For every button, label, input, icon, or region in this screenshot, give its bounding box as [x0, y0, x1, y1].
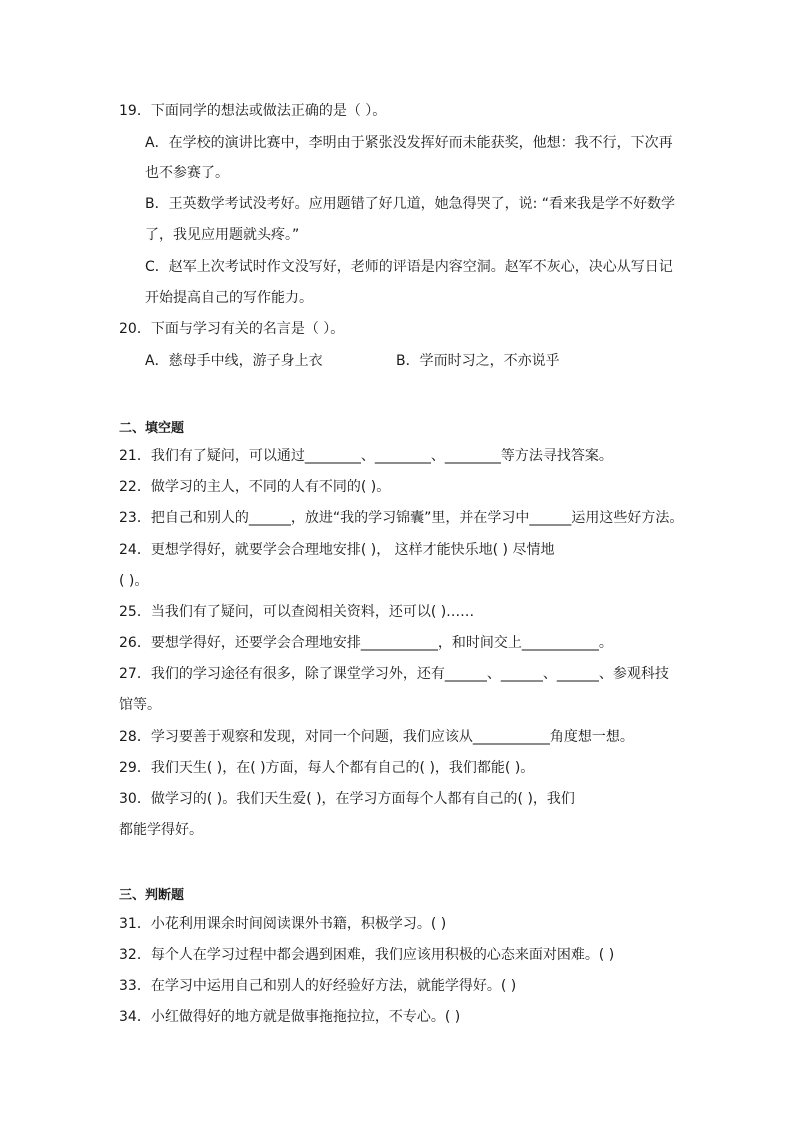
question-27-line2: 馆等。 — [119, 697, 161, 713]
question-25: 25．当我们有了疑问，可以查阅相关资料，还可以( )…… — [119, 604, 475, 620]
section-3-title: 三、判断题 — [119, 888, 185, 903]
question-23: 23．把自己和别人的______，放进“我的学习锦囊”里，并在学习中______运用这些好方法。 — [119, 510, 684, 526]
question-19-option-b-line2: 了，我见应用题就头疼。” — [145, 227, 300, 243]
question-19-option-c-line2: 开始提高自己的写作能力。 — [145, 290, 313, 306]
question-32: 32．每个人在学习过程中都会遇到困难，我们应该用积极的心态来面对困难。( ) — [119, 947, 615, 963]
question-22: 22．做学习的主人，不同的人有不同的( )。 — [119, 479, 391, 495]
question-19-option-b-line1: B．王英数学考试没考好。应用题错了好几道，她急得哭了，说: “看来我是学不好数学 — [145, 196, 676, 212]
question-20-stem: 20．下面与学习有关的名言是（ ）。 — [119, 321, 345, 337]
question-29: 29．我们天生( )，在( )方面，每人个都有自己的( )，我们都能( )。 — [119, 760, 535, 776]
question-20-option-a: A．慈母手中线，游子身上衣 — [145, 353, 323, 369]
question-31: 31．小花利用课余时间阅读课外书籍，积极学习。( ) — [119, 916, 447, 932]
question-20-option-b: B．学而时习之，不亦说乎 — [396, 353, 560, 369]
question-19-option-a-line2: 也不参赛了。 — [145, 165, 229, 181]
section-2-title: 二、填空题 — [119, 421, 185, 436]
question-19-option-a-line1: A．在学校的演讲比赛中，李明由于紧张没发挥好而未能获奖，他想：我不行，下次再 — [145, 135, 673, 151]
question-19-stem: 19．下面同学的想法或做法正确的是（ ）。 — [119, 103, 387, 119]
question-24-line2: ( )。 — [119, 573, 149, 589]
question-28: 28．学习要善于观察和发现，对同一个问题，我们应该从___________角度想一想。 — [119, 729, 634, 745]
question-21: 21．我们有了疑问，可以通过________、________、________等方法寻找答案。 — [119, 448, 613, 464]
question-27-line1: 27．我们的学习途径有很多，除了课堂学习外，还有______、______、______、参观科技 — [119, 666, 669, 682]
question-19-option-c-line1: C．赵军上次考试时作文没写好，老师的评语是内容空洞。赵军不灰心，决心从写日记 — [145, 259, 673, 275]
question-30-line2: 都能学得好。 — [119, 822, 203, 838]
question-26: 26．要想学得好，还要学会合理地安排___________，和时间交上___________。 — [119, 635, 613, 651]
question-30-line1: 30．做学习的( )。我们天生爱( )，在学习方面每个人都有自己的( )，我们 — [119, 791, 575, 807]
question-33: 33．在学习中运用自己和别人的好经验好方法，就能学得好。( ) — [119, 978, 517, 994]
question-34: 34．小红做得好的地方就是做事拖拖拉拉，不专心。( ) — [119, 1009, 461, 1025]
question-24-line1: 24．更想学得好，就要学会合理地安排( )， 这样才能快乐地( ) 尽情地 — [119, 542, 555, 558]
